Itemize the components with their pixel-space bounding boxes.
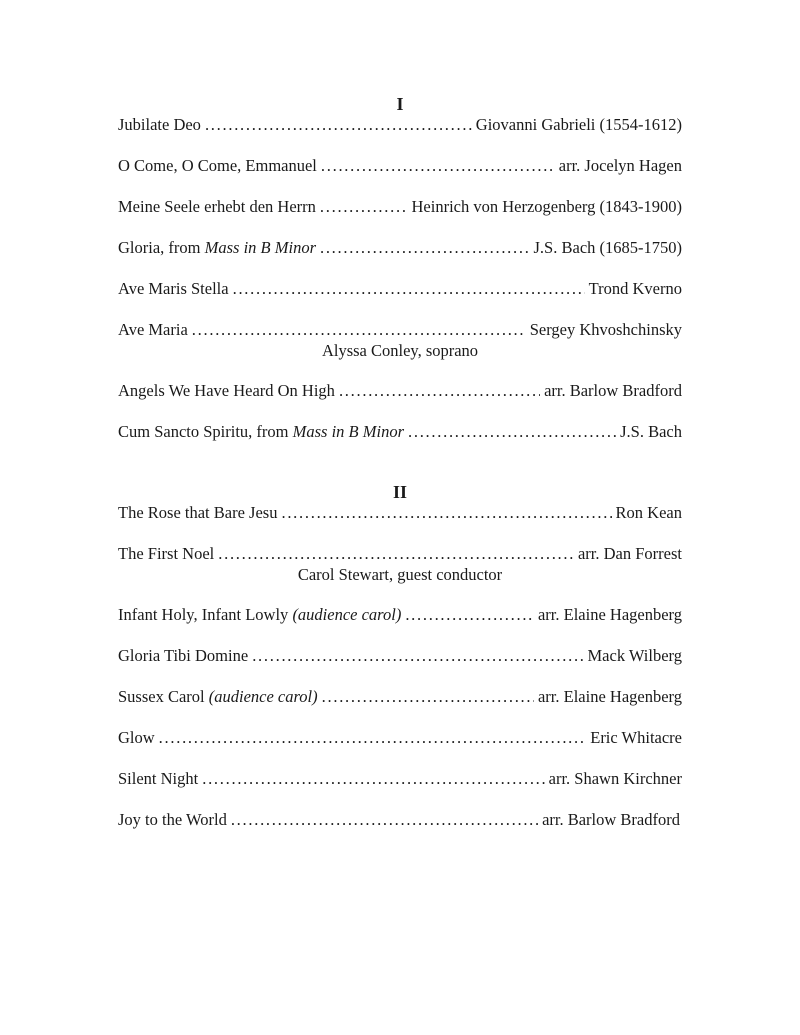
dot-leader: [218, 543, 574, 565]
piece-title: Joy to the World: [118, 810, 227, 829]
dot-leader: [205, 114, 472, 136]
composer-name: arr. Barlow Bradford: [544, 381, 682, 400]
piece-title: Infant Holy, Infant Lowly (audience carol): [118, 605, 402, 624]
composer-name: arr. Dan Forrest: [577, 544, 682, 563]
dot-leader: [405, 604, 534, 626]
section-heading-2: II: [392, 482, 407, 502]
performer-note: Carol Stewart, guest conductor: [297, 565, 503, 584]
composer-name: arr. Barlow Bradford: [542, 810, 680, 829]
composer-name: arr. Elaine Hagenberg: [537, 605, 682, 624]
program-entry: [118, 421, 682, 443]
piece-title: O Come, O Come, Emmanuel: [118, 156, 317, 175]
program-list-2: [118, 502, 682, 831]
dot-leader: [252, 645, 583, 667]
program-entry: [118, 114, 682, 136]
program-entry: [118, 809, 682, 831]
program-list-1: [118, 114, 682, 443]
program-entry: [118, 319, 682, 361]
composer-name: J.S. Bach: [620, 422, 682, 441]
dot-leader: [320, 196, 408, 218]
dot-leader: [320, 237, 530, 259]
piece-title: Ave Maria: [118, 320, 188, 339]
piece-title-italic: (audience carol): [208, 687, 318, 706]
program-entry: [118, 645, 682, 667]
dot-leader: [321, 155, 555, 177]
dot-leader: [159, 727, 587, 749]
piece-title: Glow: [118, 728, 155, 747]
section-heading-1: I: [396, 94, 404, 114]
program-entry: [118, 380, 682, 402]
piece-title: The Rose that Bare Jesu: [118, 503, 278, 522]
composer-name: Giovanni Gabrieli (1554-1612): [475, 115, 682, 134]
piece-title-italic: Mass in B Minor: [204, 238, 316, 257]
composer-name: Sergey Khvoshchinsky: [529, 320, 682, 339]
performer-note: Alyssa Conley, soprano: [321, 341, 479, 360]
composer-name: Mack Wilberg: [587, 646, 682, 665]
program-entry: [118, 604, 682, 626]
composer-name: Heinrich von Herzogenberg (1843-1900): [411, 197, 682, 216]
dot-leader: [192, 319, 526, 341]
program-entry: [118, 155, 682, 177]
program-entry: [118, 543, 682, 585]
program-entry: [118, 727, 682, 749]
dot-leader: [408, 421, 616, 443]
composer-name: Eric Whitacre: [590, 728, 682, 747]
program-entry: [118, 502, 682, 524]
dot-leader: [281, 502, 611, 524]
composer-name: arr. Jocelyn Hagen: [558, 156, 682, 175]
piece-title: Angels We Have Heard On High: [118, 381, 335, 400]
piece-title: Gloria, from Mass in B Minor: [118, 238, 316, 257]
dot-leader: [339, 380, 540, 402]
program-entry: [118, 686, 682, 708]
piece-title: Meine Seele erhebt den Herrn: [118, 197, 316, 216]
composer-name: Trond Kverno: [588, 279, 682, 298]
program-entry: [118, 278, 682, 300]
program-entry: [118, 196, 682, 218]
piece-title: The First Noel: [118, 544, 215, 563]
composer-name: arr. Elaine Hagenberg: [537, 687, 682, 706]
composer-name: Ron Kean: [615, 503, 682, 522]
dot-leader: [202, 768, 544, 790]
concert-program: [118, 94, 682, 831]
piece-title: Silent Night: [118, 769, 199, 788]
program-entry: [118, 237, 682, 259]
piece-title-italic: Mass in B Minor: [292, 422, 404, 441]
piece-title: Gloria Tibi Domine: [118, 646, 249, 665]
piece-title: Jubilate Deo: [118, 115, 201, 134]
composer-name: arr. Shawn Kirchner: [548, 769, 682, 788]
piece-title: Cum Sancto Spiritu, from Mass in B Minor: [118, 422, 404, 441]
dot-leader: [233, 278, 585, 300]
dot-leader: [322, 686, 534, 708]
program-entry: [118, 768, 682, 790]
composer-name: J.S. Bach (1685-1750): [533, 238, 682, 257]
piece-title: Sussex Carol (audience carol): [118, 687, 318, 706]
dot-leader: [231, 809, 538, 831]
piece-title: Ave Maris Stella: [118, 279, 229, 298]
piece-title-italic: (audience carol): [292, 605, 402, 624]
